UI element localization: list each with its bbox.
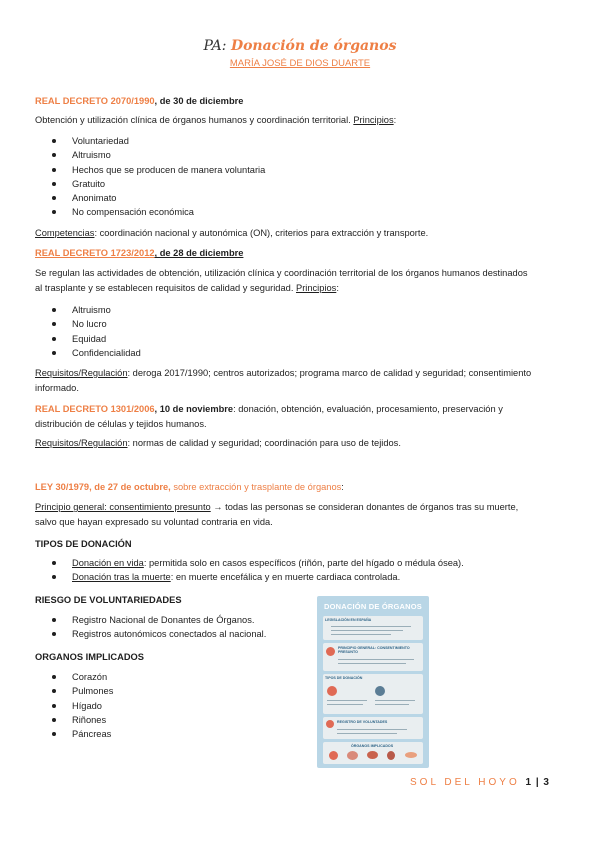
poster-panel-registro xyxy=(323,717,423,739)
rd1301-date: , 10 de noviembre xyxy=(154,404,234,414)
tipos-list xyxy=(35,556,565,585)
poster-section-label: REGISTRO DE VOLUNTADES xyxy=(337,720,388,724)
rd2070-competencias xyxy=(35,226,565,241)
poster-text-line xyxy=(338,659,414,660)
rd2070-desc-text: Obtención y utilización clínica de órganos humanos y coordinación territorial. xyxy=(35,115,354,125)
infographic-image xyxy=(317,596,429,768)
list-item: Registros autonómicos conectados al nacional. xyxy=(35,627,310,641)
ley30-principle-label: Principio general: consentimiento presunto xyxy=(35,502,211,512)
person-icon xyxy=(375,686,385,696)
organos-list xyxy=(35,670,305,741)
rd1723-ref: REAL DECRETO 1723/2012 xyxy=(35,248,155,258)
rd1301-req-label: Requisitos/Regulación xyxy=(35,438,128,448)
ley30-colon: : xyxy=(341,482,344,492)
rd2070-principles-list xyxy=(35,134,565,220)
ley30-principle xyxy=(35,500,565,529)
rd1723-principles-label: Principios xyxy=(296,282,337,293)
list-item: Hígado xyxy=(35,699,305,713)
rd1301-desc: : donación, obtención, evaluación, procesamiento, preservación y xyxy=(233,404,503,414)
footer-author: SOL DEL HOYO xyxy=(410,777,526,788)
riesgo-list xyxy=(35,613,310,642)
ley30-principle-line2: salvo que hayan expresado su voluntad contraria en vida. xyxy=(35,516,273,527)
ley30-principle-line1 xyxy=(35,500,565,515)
rd1723-req-text: : deroga 2017/1990; centros autorizados; programa marco de calidad y seguridad; consentimiento xyxy=(127,368,532,378)
list-item: Voluntariedad xyxy=(35,134,565,148)
rd1301-req-text: : normas de calidad y seguridad; coordinación para uso de tejidos. xyxy=(127,438,401,448)
author-name: MARÍA JOSÉ DE DIOS DUARTE xyxy=(229,58,371,69)
poster-section-label: LEGISLACIÓN EN ESPAÑA xyxy=(325,618,372,622)
rd1723-heading xyxy=(35,246,565,261)
page-footer xyxy=(410,777,550,788)
liver-icon xyxy=(367,751,378,759)
poster-text-line xyxy=(375,700,415,701)
list-item: Pulmones xyxy=(35,684,305,698)
tipos-heading: TIPOS DE DONACIÓN xyxy=(35,539,132,549)
poster-text-line xyxy=(337,729,407,730)
organos-heading: ORGANOS IMPLICADOS xyxy=(35,652,144,662)
rd1723-desc-line1: Se regulan las actividades de obtención, utilización clínica y coordinación territorial de los órganos humanos destinados xyxy=(35,268,528,278)
rd2070-date: , de 30 de diciembre xyxy=(154,96,244,106)
tipo-text: : permitida solo en casos específicos (riñón, parte del hígado o médula ósea). xyxy=(143,558,464,568)
poster-text-line xyxy=(331,630,403,631)
poster-section-label: ÓRGANOS IMPLICADOS xyxy=(351,744,394,748)
page-number: 1 | 3 xyxy=(525,777,550,788)
list-item: Registro Nacional de Donantes de Órganos. xyxy=(35,613,310,627)
poster-section-label: PRINCIPIO GENERAL: CONSENTIMIENTO PRESUNTO xyxy=(338,646,410,654)
poster-section-label: TIPOS DE DONACIÓN xyxy=(325,676,363,680)
list-item: Corazón xyxy=(35,670,305,684)
ley30-ref: LEY 30/1979, de 27 de octubre, xyxy=(35,482,171,492)
title-prefix: PA: xyxy=(203,38,231,54)
heart-organ-icon xyxy=(329,751,338,760)
poster-text-line xyxy=(327,700,367,701)
rd1723-desc-line2: al trasplante y se establecen requisitos de calidad y seguridad. Principios: xyxy=(35,282,339,293)
rd2070-desc: Obtención y utilización clínica de órganos humanos y coordinación territorial. Principios: xyxy=(35,115,397,125)
poster-text-line xyxy=(375,704,409,705)
rd1723-date: , de 28 de diciembre xyxy=(154,248,244,258)
list-item: Hechos que se producen de manera voluntaria xyxy=(35,163,565,177)
rd2070-comp-text: : coordinación nacional y autonómica (ON), criterios para extracción y transporte. xyxy=(94,228,429,238)
poster-panel-legislacion xyxy=(323,616,423,640)
list-item: Altruismo xyxy=(35,148,565,162)
poster-title: DONACIÓN DE ÓRGANOS xyxy=(324,602,422,611)
list-item xyxy=(35,556,565,570)
poster-text-line xyxy=(338,663,406,664)
ley30-heading xyxy=(35,480,565,495)
list-item: Confidencialidad xyxy=(35,346,565,360)
document-icon xyxy=(326,720,334,728)
rd1723-principles-list xyxy=(35,303,565,360)
tipo-label: Donación en vida xyxy=(72,558,144,568)
rd1723-requisitos xyxy=(35,366,565,395)
riesgo-heading: RIESGO DE VOLUNTARIEDADES xyxy=(35,595,182,605)
kidney-icon xyxy=(387,751,395,760)
poster-panel-organos xyxy=(323,742,423,764)
page-title xyxy=(0,38,600,54)
pancreas-icon xyxy=(405,752,417,758)
lungs-icon xyxy=(347,751,358,760)
tipo-text: : en muerte encefálica y en muerte cardiaca controlada. xyxy=(170,572,401,583)
poster-panel-principio xyxy=(323,643,423,671)
rd1301-ref: REAL DECRETO 1301/2006 xyxy=(35,404,155,414)
list-item: Páncreas xyxy=(35,727,305,741)
rd1723-req-line2: informado. xyxy=(35,382,79,393)
ley30-principle-text: → todas las personas se consideran donantes de órganos tras su muerte, xyxy=(210,502,519,512)
list-item: No compensación económica xyxy=(35,205,565,219)
list-item: Anonimato xyxy=(35,191,565,205)
poster-text-line xyxy=(331,626,411,627)
heart-icon xyxy=(327,686,337,696)
list-item xyxy=(35,570,565,584)
rd1301-block xyxy=(35,402,565,431)
rd1301-line1 xyxy=(35,402,565,417)
tipo-label: Donación tras la muerte xyxy=(72,572,171,583)
list-item: Riñones xyxy=(35,713,305,727)
rd1723-req-line1 xyxy=(35,366,565,381)
ley30-subject: sobre extracción y trasplante de órganos xyxy=(170,482,342,492)
poster-panel-tipos xyxy=(323,674,423,714)
rd2070-heading xyxy=(35,94,565,109)
rd1723-req-label: Requisitos/Regulación xyxy=(35,368,128,378)
list-item: Gratuito xyxy=(35,177,565,191)
poster-text-line xyxy=(327,704,363,705)
rd1301-requisitos xyxy=(35,436,565,451)
title-text: Donación de órganos xyxy=(230,38,397,54)
rd2070-principles-label: Principios xyxy=(353,115,394,125)
rd2070-comp-label: Competencias xyxy=(35,228,95,238)
list-item: No lucro xyxy=(35,317,565,331)
check-icon xyxy=(326,647,335,656)
rd2070-ref: REAL DECRETO 2070/1990 xyxy=(35,96,155,106)
rd1723-desc-line2-text: al trasplante y se establecen requisitos de calidad y seguridad. xyxy=(35,282,296,293)
rd1723-desc xyxy=(35,266,565,295)
list-item: Altruismo xyxy=(35,303,565,317)
list-item: Equidad xyxy=(35,332,565,346)
poster-text-line xyxy=(331,634,391,635)
poster-text-line xyxy=(337,733,397,734)
rd1301-line2: distribución de células y tejidos humanos. xyxy=(35,418,207,429)
